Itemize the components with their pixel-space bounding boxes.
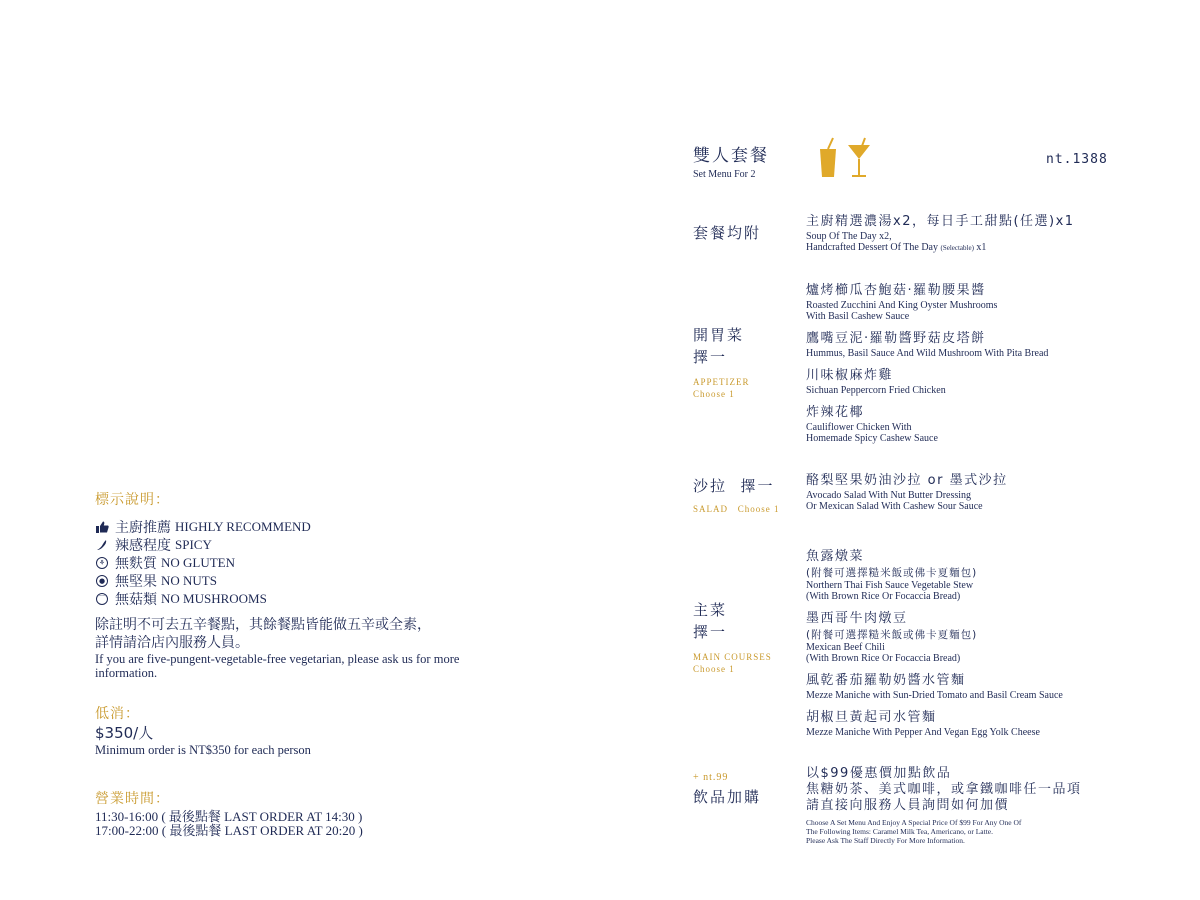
appetizer-item bbox=[806, 282, 1048, 322]
set-menu-title: 雙人套餐 bbox=[693, 146, 769, 166]
salad-item bbox=[806, 472, 1008, 512]
legend-en: NO GLUTEN bbox=[161, 555, 236, 570]
main-list bbox=[806, 548, 1063, 746]
included-label: 套餐均附 bbox=[693, 224, 762, 242]
appetizer-list bbox=[806, 282, 1048, 452]
minimum-amount: $350/人 bbox=[95, 724, 154, 742]
legend-item-recommend bbox=[95, 518, 311, 536]
appetizer-label-zh-2: 擇一 bbox=[693, 348, 728, 366]
no-gluten-icon: ⚘ bbox=[95, 556, 109, 570]
drink-zh-line: 請直接向服務人員詢問如何加價 bbox=[806, 798, 1010, 813]
item-en: Cauliflower Chicken With bbox=[806, 422, 912, 433]
item-en: Avocado Salad With Nut Butter Dressing bbox=[806, 490, 972, 501]
legend-item-no-nuts bbox=[95, 572, 311, 590]
appetizer-label-en-2: Choose 1 bbox=[693, 389, 735, 399]
appetizer-item bbox=[806, 330, 1048, 359]
item-en: Mezze Maniche With Pepper And Vegan Egg Yolk Cheese bbox=[806, 727, 1040, 738]
item-en: Homemade Spicy Cashew Sauce bbox=[806, 433, 938, 444]
legend-zh: 無麩質 bbox=[115, 556, 157, 572]
set-menu-header bbox=[693, 145, 769, 180]
legend-title: 標示說明： bbox=[95, 492, 170, 508]
item-en: Hummus, Basil Sauce And Wild Mushroom With Pita Bread bbox=[806, 348, 1049, 359]
item-zh: 魚露燉菜 bbox=[806, 549, 865, 564]
note-zh-line: 除註明不可去五辛餐點，其餘餐點皆能做五辛或全素， bbox=[95, 617, 431, 633]
main-item bbox=[806, 548, 1063, 602]
drink-zh-line: 焦糖奶茶、美式咖啡，或拿鐵咖啡任一品項 bbox=[806, 782, 1082, 797]
item-en: Mexican Beef Chili bbox=[806, 642, 885, 653]
drink-label-zh: 飲品加購 bbox=[693, 788, 762, 806]
legend-en: SPICY bbox=[175, 537, 212, 552]
no-nuts-icon: ● bbox=[95, 574, 109, 588]
item-en: With Basil Cashew Sauce bbox=[806, 311, 910, 322]
legend-zh: 無菇類 bbox=[115, 592, 157, 608]
main-label bbox=[693, 599, 772, 675]
appetizer-label bbox=[693, 324, 750, 400]
item-zh: 胡椒旦黃起司水管麵 bbox=[806, 710, 937, 725]
hours-title: 營業時間： bbox=[95, 791, 170, 807]
legend-item-spicy bbox=[95, 536, 311, 554]
hours-line-1: 11:30-16:00 ( 最後點餐 LAST ORDER AT 14:30 ) bbox=[95, 809, 363, 824]
salad-label-zh: 沙拉 擇一 bbox=[693, 477, 775, 495]
item-en: Northern Thai Fish Sauce Vegetable Stew bbox=[806, 580, 974, 591]
item-zh: 爐烤櫛瓜杏鮑菇·羅勒腰果醬 bbox=[806, 283, 986, 298]
item-zh: 川味椒麻炸雞 bbox=[806, 368, 894, 383]
item-zh: 鷹嘴豆泥·羅勒醬野菇皮塔餅 bbox=[806, 331, 986, 346]
item-zh-note: (附餐可選擇糙米飯或佛卡夏麵包) bbox=[806, 629, 978, 641]
main-label-zh-2: 擇一 bbox=[693, 623, 728, 641]
item-en: Mezze Maniche with Sun-Dried Tomato and Basil Cream Sauce bbox=[806, 690, 1063, 701]
legend-item-no-gluten bbox=[95, 554, 311, 572]
legend-zh: 主廚推薦 bbox=[115, 520, 171, 536]
main-item bbox=[806, 672, 1063, 701]
minimum-en: Minimum order is NT$350 for each person bbox=[95, 743, 311, 757]
salad-label bbox=[693, 475, 780, 515]
minimum-title: 低消： bbox=[95, 706, 140, 722]
legend-en: HIGHLY RECOMMEND bbox=[175, 519, 311, 534]
included-en-2b: (Selectable) bbox=[940, 244, 974, 252]
note-en-line: If you are five-pungent-vegetable-free vegetarian, please ask us for more bbox=[95, 652, 460, 666]
legend-item-no-mushrooms bbox=[95, 590, 311, 608]
item-en: Or Mexican Salad With Cashew Sour Sauce bbox=[806, 501, 983, 512]
drink-en-line: The Following Items: Caramel Milk Tea, Americano, or Latte. bbox=[806, 827, 993, 836]
appetizer-label-en-1: APPETIZER bbox=[693, 377, 750, 387]
main-label-en-1: MAIN COURSES bbox=[693, 652, 772, 662]
item-en: Roasted Zucchini And King Oyster Mushrooms bbox=[806, 300, 998, 311]
legend-zh: 辣感程度 bbox=[115, 538, 171, 554]
drink-en-line: Choose A Set Menu And Enjoy A Special Price Of $99 For Any One Of bbox=[806, 818, 1022, 827]
item-zh: 酪梨堅果奶油沙拉 or 墨式沙拉 bbox=[806, 473, 1008, 488]
legend-en: NO MUSHROOMS bbox=[161, 591, 267, 606]
legend-zh: 無堅果 bbox=[115, 574, 157, 590]
legend-en: NO NUTS bbox=[161, 573, 217, 588]
included-en-2 bbox=[806, 242, 1075, 254]
item-zh: 炸辣花椰 bbox=[806, 405, 865, 420]
included-en-2c: x1 bbox=[976, 242, 987, 253]
hours-line-2: 17:00-22:00 ( 最後點餐 LAST ORDER AT 20:20 ) bbox=[95, 823, 363, 838]
included-en-2a: Handcrafted Dessert Of The Day bbox=[806, 242, 938, 253]
legend-list bbox=[95, 518, 311, 608]
item-en: Sichuan Peppercorn Fried Chicken bbox=[806, 385, 946, 396]
drink-zh-line: 以$99優惠價加點飲品 bbox=[806, 766, 952, 781]
salad-label-en: SALAD Choose 1 bbox=[693, 504, 780, 514]
thumbs-up-icon bbox=[95, 520, 109, 534]
drink-block bbox=[806, 766, 1082, 845]
set-menu-subtitle: Set Menu For 2 bbox=[693, 169, 756, 180]
included-en-1: Soup Of The Day x2, bbox=[806, 231, 892, 242]
item-en: (With Brown Rice Or Focaccia Bread) bbox=[806, 591, 961, 602]
main-label-en-2: Choose 1 bbox=[693, 664, 735, 674]
drink-en-line: Please Ask The Staff Directly For More Information. bbox=[806, 836, 965, 845]
set-menu-price: nt.1388 bbox=[1046, 152, 1108, 167]
item-zh: 墨西哥牛肉燉豆 bbox=[806, 611, 908, 626]
drink-price: + nt.99 bbox=[693, 772, 729, 783]
included-zh: 主廚精選濃湯x2，每日手工甜點(任選)x1 bbox=[806, 214, 1075, 229]
appetizer-label-zh-1: 開胃菜 bbox=[693, 326, 745, 344]
note-zh-line: 詳情請洽店內服務人員。 bbox=[95, 635, 249, 651]
legend-note bbox=[95, 616, 565, 680]
no-mushroom-icon: ⌒ bbox=[95, 592, 109, 606]
appetizer-item bbox=[806, 404, 1048, 444]
item-en: (With Brown Rice Or Focaccia Bread) bbox=[806, 653, 961, 664]
item-zh-note: (附餐可選擇糙米飯或佛卡夏麵包) bbox=[806, 567, 978, 579]
appetizer-item bbox=[806, 367, 1048, 396]
chili-icon bbox=[95, 538, 109, 552]
main-item bbox=[806, 610, 1063, 664]
note-en-line: information. bbox=[95, 666, 158, 680]
item-zh: 風乾番茄羅勒奶醬水管麵 bbox=[806, 673, 966, 688]
drink-label bbox=[693, 772, 761, 808]
drinks-icon bbox=[818, 137, 878, 183]
main-item bbox=[806, 709, 1063, 738]
main-label-zh-1: 主菜 bbox=[693, 601, 728, 619]
included-block bbox=[806, 213, 1075, 254]
